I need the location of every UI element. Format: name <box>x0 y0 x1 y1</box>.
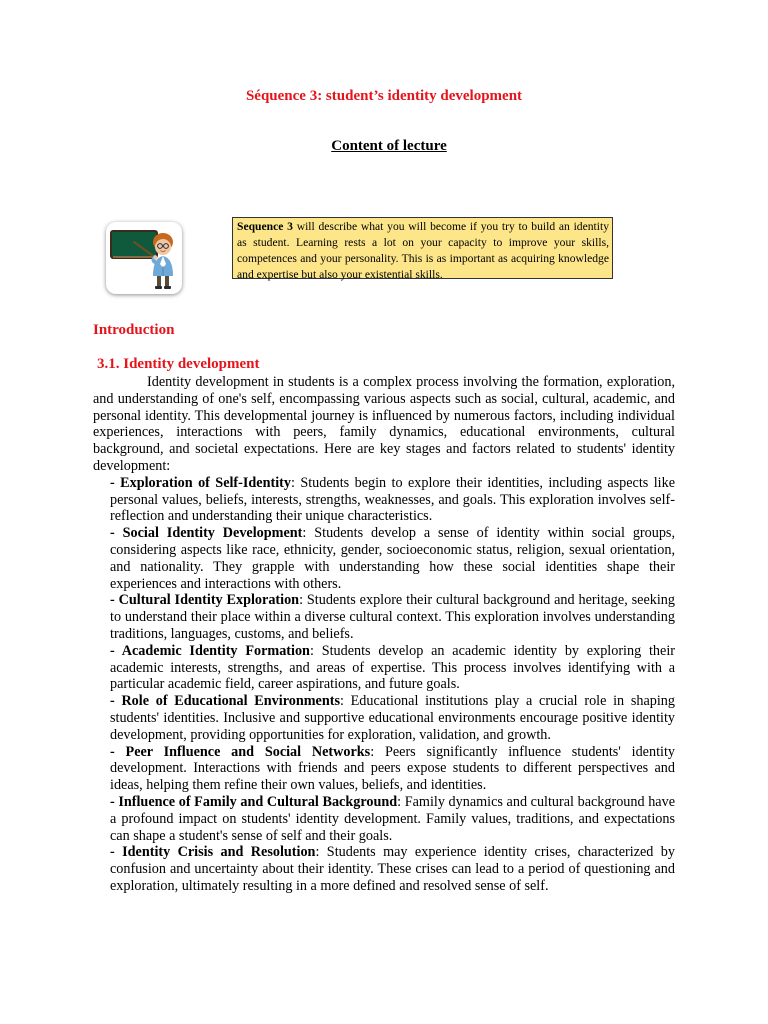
list-item-text: : Educational institutions play a crucial role in shaping students' identities. Inclusive and supportive educational environments encourage positive identity development, providing opportunities for exploration, validation, and growth. <box>110 693 675 743</box>
list-item-term: - Academic Identity Formation <box>110 642 310 659</box>
section-heading: 3.1. Identity development <box>97 356 260 372</box>
list-item-term: - Peer Influence and Social Networks <box>110 743 371 760</box>
list-item-term: - Influence of Family and Cultural Background <box>110 793 398 810</box>
teacher-at-chalkboard-icon <box>106 222 182 294</box>
list-item <box>93 693 675 743</box>
list-item-term: - Social Identity Development <box>110 525 303 542</box>
section-lead-paragraph: Identity development in students is a complex process involving the formation, exploration, and understanding of one's self, encompassing various aspects such as social, cultural, academic, and personal identity. This developmental journey is influenced by numerous factors, including individual experiences, interactions with peers, family dynamics, educational environments, cultural background, and societal expectations. Here are key stages and factors related to students' identity development: <box>93 374 675 474</box>
list-item-text: : Students develop an academic identity by exploring their academic interests, strengths, and areas of expertise. This process involves identifying with a particular academic field, career aspirations, and future goals. <box>110 642 675 693</box>
list-item-term: - Exploration of Self-Identity <box>110 474 291 491</box>
lecture-title: Content of lecture <box>331 138 447 154</box>
list-item <box>93 744 675 794</box>
list-item <box>93 475 675 525</box>
sequence-summary-lead: Sequence 3 <box>237 220 293 233</box>
sequence-title: Séquence 3: student’s identity development <box>245 88 523 104</box>
list-item <box>93 592 675 642</box>
list-item-text: : Peers significantly influence students' identity development. Interactions with friends and peers expose students to different perspectives and ideas, helping them refine their own values, beliefs, and identities. <box>110 743 675 794</box>
list-item-text: : Students begin to explore their identities, including aspects like personal values, beliefs, interests, strengths, weaknesses, and goals. This exploration involves self-reflection and understanding their unique characteristics. <box>110 474 675 525</box>
list-item-term: - Role of Educational Environments <box>110 693 340 710</box>
introduction-heading: Introduction <box>93 322 175 338</box>
list-item-text: : Students explore their cultural background and heritage, seeking to understand their place within a diverse cultural context. This exploration involves understanding traditions, languages, customs, and beliefs. <box>110 592 675 642</box>
sequence-summary-box <box>232 217 613 279</box>
list-item-text: : Students may experience identity crises, characterized by confusion and uncertainty about their identity. These crises can lead to a period of questioning and exploration, ultimately resulting in a more defined and resolved sense of self. <box>110 844 675 894</box>
list-item-term: - Cultural Identity Exploration <box>110 592 300 609</box>
list-item-text: : Family dynamics and cultural background have a profound impact on students' identity development. Family values, traditions, and expectations can shape a student's sense of self and their goals. <box>110 793 675 844</box>
section-body <box>93 374 675 895</box>
list-item <box>93 525 675 592</box>
list-item <box>93 643 675 693</box>
list-item-text: : Students develop a sense of identity within social groups, considering aspects like race, ethnicity, gender, socioeconomic status, religion, sexual orientation, and nationality. They grapple with understanding how these social identities shape their experiences and interactions with others. <box>110 525 675 592</box>
list-item <box>93 844 675 894</box>
list-item <box>93 794 675 844</box>
list-item-term: - Identity Crisis and Resolution <box>110 844 316 861</box>
teacher-illustration <box>106 222 182 294</box>
sequence-summary-text: will describe what you will become if you try to build an identity as student. Learning rests a lot on your capacity to improve your skills, competences and your personality. This is as important as acquiring knowledge and expertise but also your existential skills. <box>237 220 609 281</box>
